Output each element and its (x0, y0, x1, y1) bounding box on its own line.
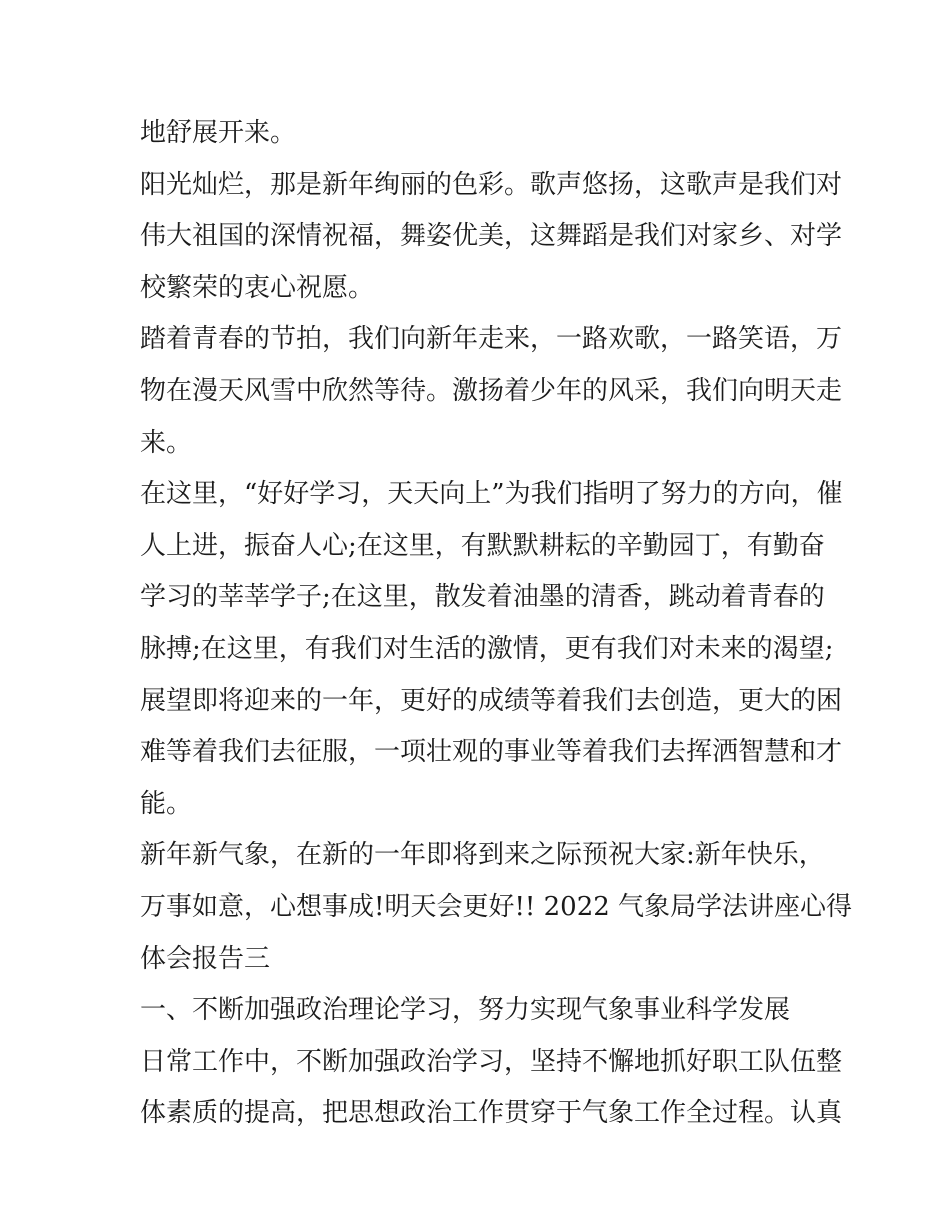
text-line: 物在漫天风雪中欣然等待。激扬着少年的风采，我们向明天走 (140, 375, 843, 406)
text-line: 踏着青春的节拍，我们向新年走来，一路欢歌，一路笑语，万 (140, 324, 843, 355)
text-line: 体素质的提高，把思想政治工作贯穿于气象工作全过程。认真 (140, 1098, 843, 1129)
text-line: 人上进，振奋人心;在这里，有默默耕耘的辛勤园丁，有勤奋 (140, 530, 825, 561)
text-line: 展望即将迎来的一年，更好的成绩等着我们去创造，更大的困 (140, 685, 843, 716)
text-line: 校繁荣的衷心祝愿。 (140, 272, 375, 303)
text-line: 来。 (140, 427, 193, 458)
text-line: 能。 (140, 788, 193, 819)
text-line: 地舒展开来。 (140, 118, 297, 148)
text-line: 学习的莘莘学子;在这里，散发着油墨的清香，跳动着青春的 (140, 582, 825, 613)
document-body (140, 108, 853, 1140)
text-line: 脉搏;在这里，有我们对生活的激情，更有我们对未来的渴望; (140, 633, 834, 664)
text-line: 阳光灿烂，那是新年绚丽的色彩。歌声悠扬，这歌声是我们对 (140, 169, 843, 200)
text-line: 难等着我们去征服，一项壮观的事业等着我们去挥洒智慧和才 (140, 737, 843, 768)
section-heading: 一、不断加强政治理论学习，努力实现气象事业科学发展 (140, 995, 791, 1026)
text-line: 日常工作中，不断加强政治学习，坚持不懈地抓好职工队伍整 (140, 1046, 843, 1077)
text-line: 体会报告三 (140, 943, 271, 974)
text-line: 在这里，“好好学习，天天向上”为我们指明了努力的方向，催 (140, 479, 843, 510)
text-line: 万事如意，心想事成!明天会更好!! 2022 气象局学法讲座心得 (140, 891, 853, 922)
text-line: 伟大祖国的深情祝福，舞姿优美，这舞蹈是我们对家乡、对学 (140, 221, 843, 252)
text-line: 新年新气象，在新的一年即将到来之际预祝大家:新年快乐， (140, 840, 825, 871)
